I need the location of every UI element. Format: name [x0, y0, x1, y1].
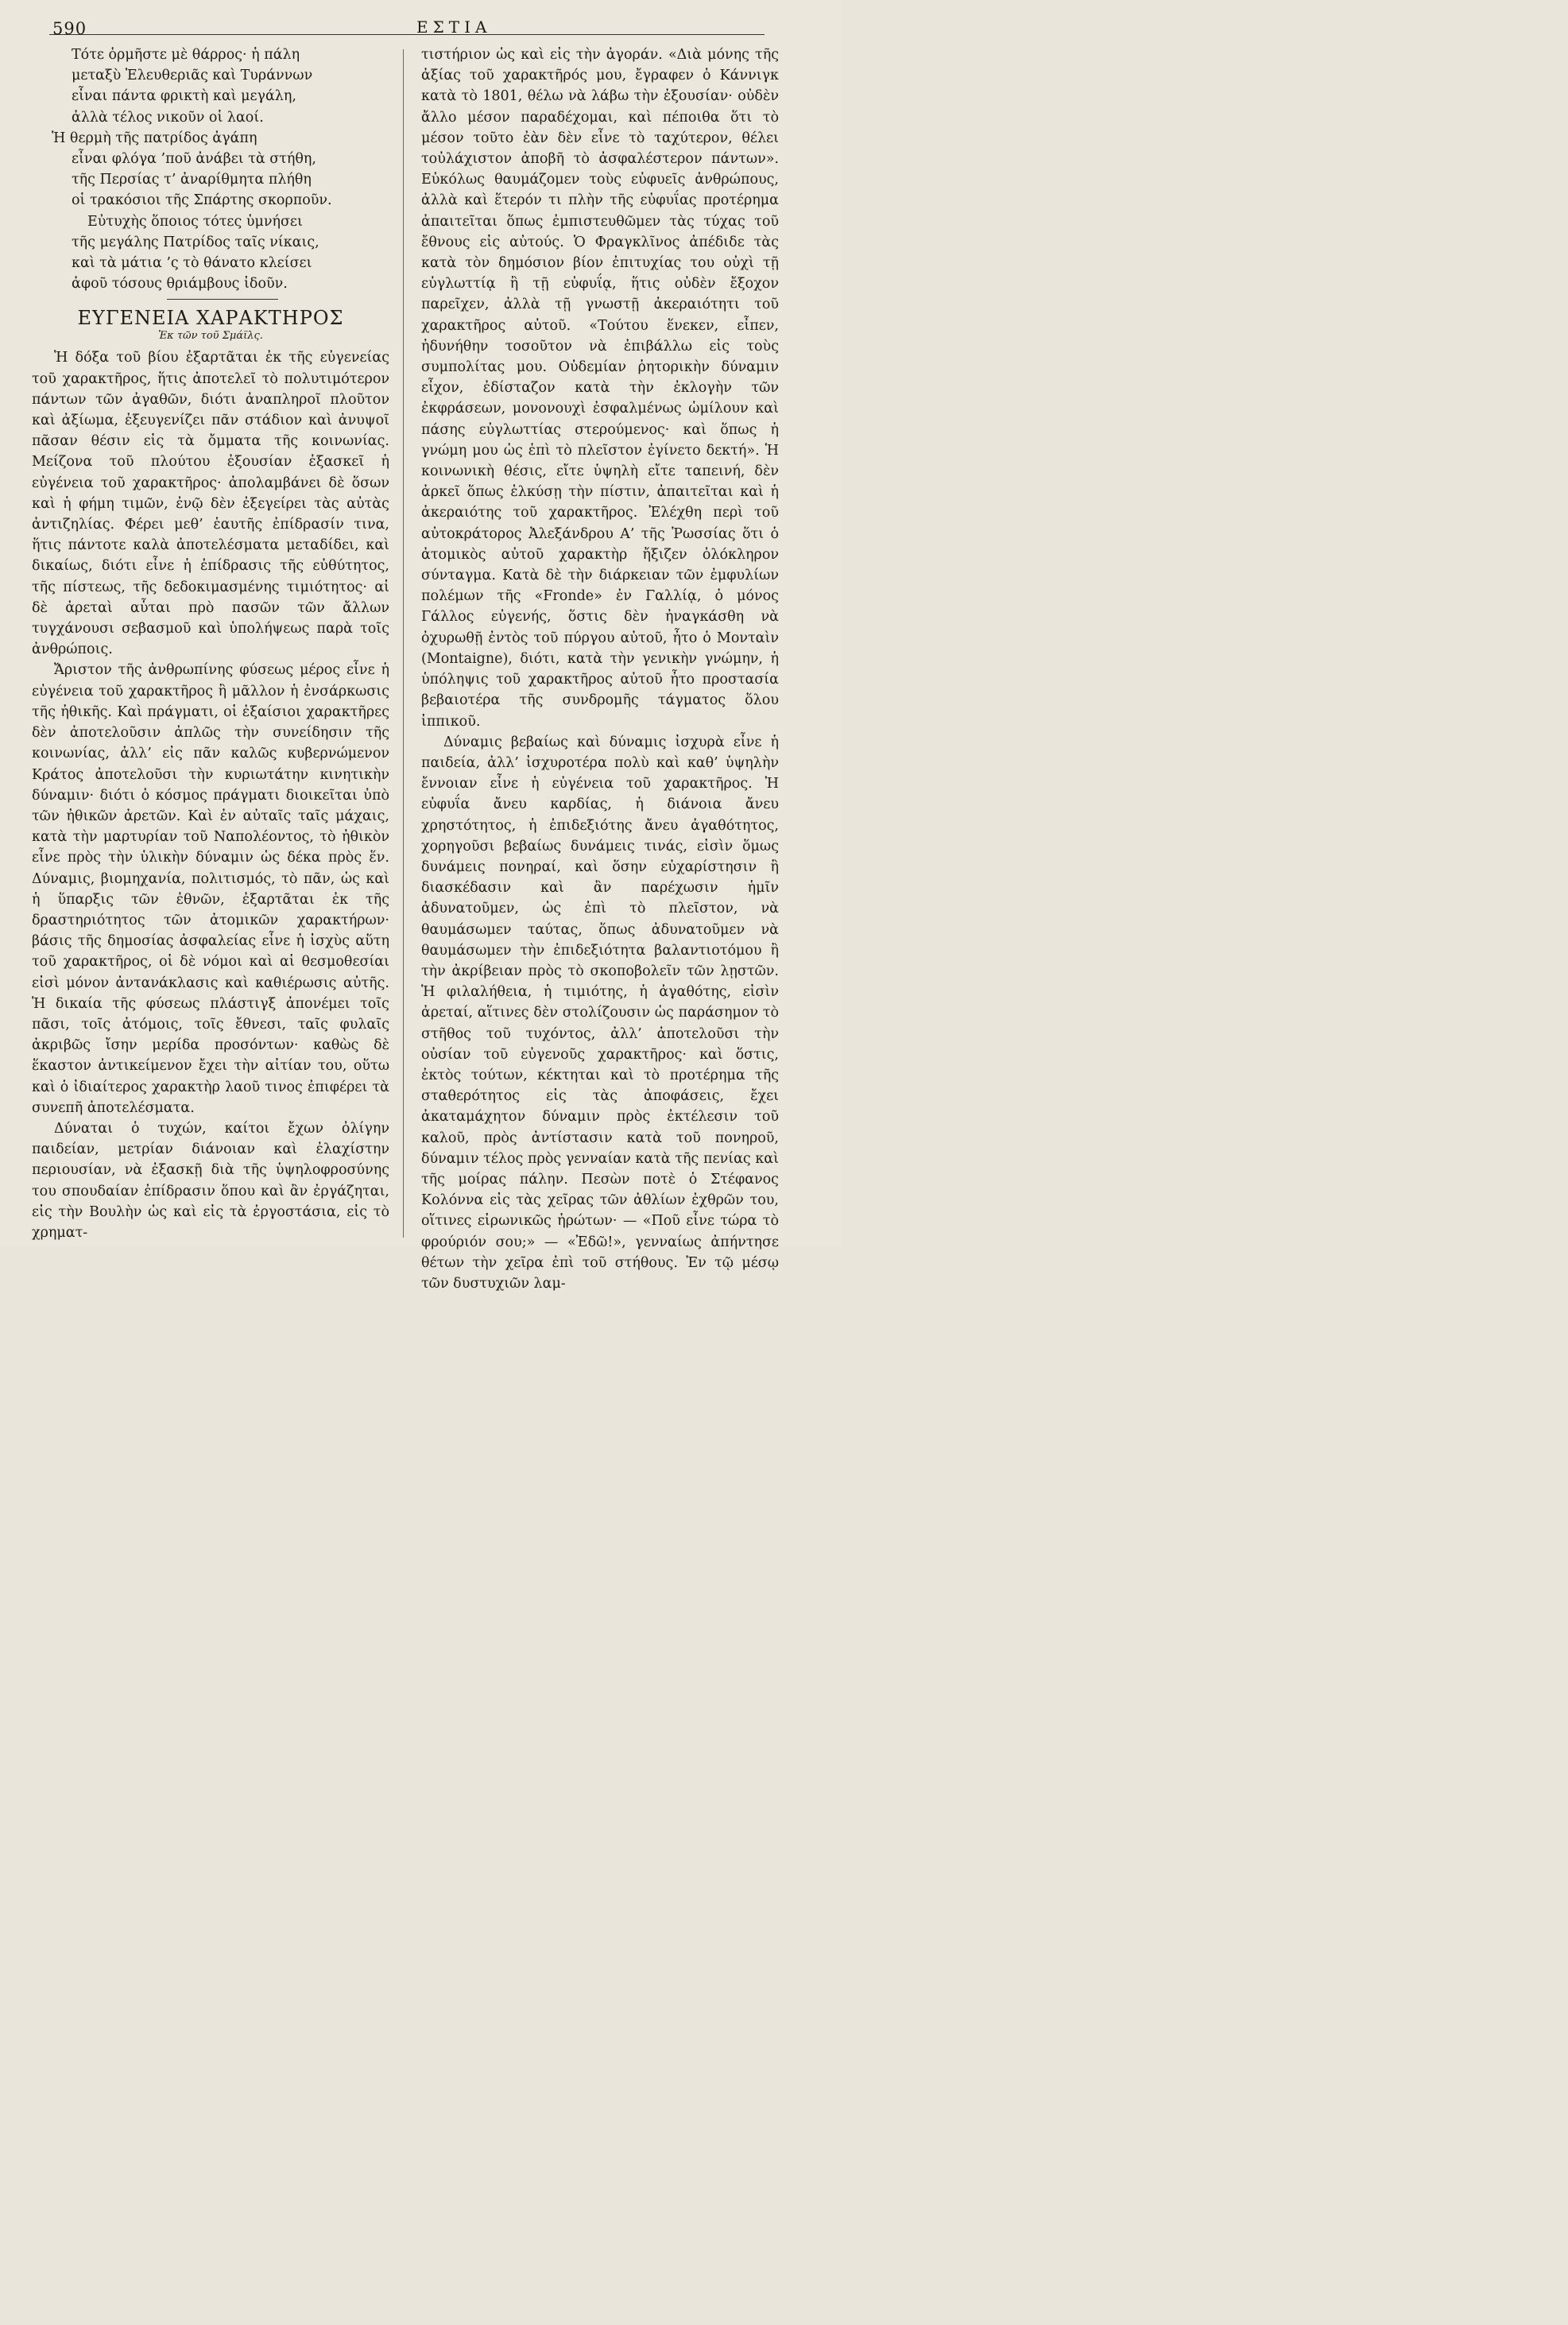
poem-line: οἱ τρακόσιοι τῆς Σπάρτης σκορποῦν.	[72, 192, 332, 209]
poem-line: τῆς Περσίας τ’ ἀναρίθμητα πλήθη	[72, 172, 312, 188]
poem-line: Τότε ὁρμῆστε μὲ θάρρος· ἡ πάλη	[72, 47, 300, 63]
newspaper-page	[0, 0, 841, 1292]
column-divider	[403, 49, 404, 1238]
page-number: 590	[52, 19, 87, 38]
poem-line: ἀφοῦ τόσους θριάμβους ἰδοῦν.	[72, 276, 288, 293]
article-title: ΕΥΓΕΝΕΙΑ ΧΑΡΑΚΤΗΡΟΣ	[77, 307, 344, 330]
section-rule	[167, 299, 278, 300]
poem-line: Ἡ θερμὴ τῆς πατρίδος ἀγάπη	[52, 130, 257, 146]
poem-line: καὶ τὰ μάτια ’ς τὸ θάνατο κλείσει	[72, 255, 312, 272]
poem-line: εἶναι φλόγα ’ποῦ ἀνάβει τὰ στήθη,	[72, 151, 316, 168]
article-paragraph: Ἄριστον τῆς ἀνθρωπίνης φύσεως μέρος εἶνε ἡ εὐγένεια τοῦ χαρακτῆρος ἢ μᾶλλον ἡ ἐνσάρκωσις τῆς ἠθικῆς. Καὶ πράγματι, οἱ ἐξαίσιοι χαρακτῆρες δὲν ἀποτελοῦσιν ἁπλῶς τὴν συνείδησιν τῆς κοινωνίας, ἀλλ’ εἰς πᾶν καλῶς κυβερνώμενον Κράτος ἀποτελοῦσι τὴν κυριωτάτην κινητικὴν δύναμιν· διότι ὁ κόσμος πράγματι διοικεῖται ὑπὸ τῶν ἠθικῶν ἀρετῶν. Καὶ ἐν αὐταῖς ταῖς μάχαις, κατὰ τὴν μαρτυρίαν τοῦ Ναπολέοντος, τὸ ἠθικὸν εἶνε πρὸς τὴν ὑλικὴν δύναμιν ὡς δέκα πρὸς ἕν. Δύναμις, βιομηχανία, πολιτισμός, τὸ πᾶν, ὡς καὶ ἡ ὕπαρξις τῶν ἐθνῶν, ἐξαρτᾶται ἐκ τῆς δραστηριότητος τῶν ἀτομικῶν χαρακτήρων· βάσις τῆς δημοσίας ἀσφαλείας εἶνε ἡ ἰσχὺς αὕτη τοῦ χαρακτῆρος, οἱ δὲ νόμοι καὶ αἱ θεσμοθεσίαι εἰσὶ μόνον ἀντανάκλασις καὶ καθιέρωσις αὐτῆς. Ἡ δικαία τῆς φύσεως πλάστιγξ ἀπονέμει τοῖς πᾶσι, τοῖς ἀτόμοις, τοῖς ἔθνεσι, ταῖς φυλαῖς ἀκριβῶς ἴσην μερίδα προσόντων· καθὼς δὲ ἕκαστον ἀντικείμενον ἔχει τὴν αἰτίαν του, οὕτω καὶ ὁ ἰδιαίτερος χαρακτὴρ λαοῦ τινος ἐπιφέρει τὰ συνεπῆ ἀποτελέσματα.	[32, 662, 389, 1116]
poem-line: ἀλλὰ τέλος νικοῦν οἱ λαοί.	[72, 109, 264, 126]
article-paragraph: Ἡ δόξα τοῦ βίου ἐξαρτᾶται ἐκ τῆς εὐγενείας τοῦ χαρακτῆρος, ἥτις ἀποτελεῖ τὸ πολυτιμότερον πάντων τῶν ἀγαθῶν, διότι ἀναπληροῖ πλοῦτον καὶ ἀξίωμα, ἐξευγενίζει πᾶν στάδιον καὶ ἀνυψοῖ πᾶσαν θέσιν εἰς τὰ ὄμματα τῆς κοινωνίας. Μείζονα τοῦ πλούτου ἐξουσίαν ἐξασκεῖ ἡ εὐγένεια τοῦ χαρακτῆρος· ἀπολαμβάνει δὲ ὅσων καὶ ἡ φήμη τιμῶν, ἐνῷ δὲν ἐξεγείρει τὰς αὐτὰς ἀντιζηλίας. Φέρει μεθ’ ἑαυτῆς ἐπίδρασίν τινα, ἥτις πάντοτε καλὰ ἀποτελέσματα μεταδίδει, καὶ δικαίως, διότι εἶνε ἡ ἐπίδρασις τῆς εὐθύτητος, τῆς πίστεως, τῆς δεδοκιμασμένης τιμιότητος· αἱ δὲ ἀρεταὶ αὗται πρὸ πασῶν τῶν ἄλλων τυγχάνουσι σεβασμοῦ καὶ ὑπολήψεως παρὰ τοῖς ἀνθρώποις.	[32, 350, 389, 658]
poem-line: Εὐτυχὴς ὅποιος τότες ὑμνήσει	[87, 213, 303, 230]
article-paragraph: Δύναμις βεβαίως καὶ δύναμις ἰσχυρὰ εἶνε ἡ παιδεία, ἀλλ’ ἰσχυροτέρα πολὺ καὶ καθ’ ὑψηλὴν ἔννοιαν εἶνε ἡ εὐγένεια τοῦ χαρακτῆρος. Ἡ εὐφυΐα ἄνευ καρδίας, ἡ διάνοια ἄνευ χρηστότητος, ἡ ἐπιδεξιότης ἄνευ ἀγαθότητος, χορηγοῦσι βεβαίως δυνάμεις τινάς, εἰσὶν ὅμως δυνάμεις πονηραί, καὶ ὅσην εὐχαρίστησιν ἢ διασκέδασιν καὶ ἂν παρέχωσιν ἡμῖν ἀδυνατοῦμεν, ὡς ἐπὶ τὸ πλεῖστον, νὰ θαυμάσωμεν ταύτας, ὅπως ἀδυνατοῦμεν νὰ θαυμάσωμεν τὴν ἐπιδεξιότητα βαλαντιοτόμου ἢ τὴν ἀκρίβειαν πρὸς τὸ σκοποβολεῖν τῶν λῃστῶν. Ἡ φιλαλήθεια, ἡ τιμιότης, ἡ ἀγαθότης, εἰσὶν ἀρεταί, αἵτινες δὲν στολίζουσιν ὡς παράσημον τὸ στῆθος τοῦ τυχόντος, ἀλλ’ ἀποτελοῦσι τὴν οὐσίαν τοῦ εὐγενοῦς χαρακτῆρος· καὶ ὅστις, ἐκτὸς τούτων, κέκτηται καὶ τὸ προτέρημα τῆς σταθερότητος εἰς τὰς ἀποφάσεις, ἔχει ἀκαταμάχητον δύναμιν πρὸς ἐκτέλεσιν τοῦ καλοῦ, πρὸς ἀντίστασιν κατὰ τοῦ πονηροῦ, δύναμιν τέλος πρὸς γενναίαν κατὰ τῆς πενίας καὶ τῆς μοίρας πάλην. Πεσὼν ποτὲ ὁ Στέφανος Κολόννα εἰς τὰς χεῖρας τῶν ἀθλίων ἐχθρῶν του, οἵτινες εἰρωνικῶς ἠρώτων· — «Ποῦ εἶνε τώρα τὸ φρούριόν σου;» — «Ἐδῶ!», γενναίως ἀπήντησε θέτων τὴν χεῖρα ἐπὶ τοῦ στήθους. Ἐν τῷ μέσῳ τῶν δυστυχιῶν λαμ-	[421, 734, 779, 1292]
left-column	[32, 45, 389, 1243]
poem-line: τῆς μεγάλης Πατρίδος ταῖς νίκαις,	[72, 234, 319, 250]
running-title: ΕΣΤΙΑ	[416, 17, 492, 37]
article-paragraph: τιστήριον ὡς καὶ εἰς τὴν ἀγοράν. «Διὰ μόνης τῆς ἀξίας τοῦ χαρακτῆρός μου, ἔγραφεν ὁ Κάννιγκ κατὰ τὸ 1801, θέλω νὰ λάβω τὴν ἐξουσίαν· οὐδὲν ἄλλο μέσον παραδέχομαι, καὶ πέποιθα ὅτι τὸ μέσον τοῦτο ἐὰν δὲν εἶνε τὸ ταχύτερον, θέλει τοὐλάχιστον ἀποβῆ τὸ ἀσφαλέστερον πάντων». Εὐκόλως θαυμάζομεν τοὺς εὐφυεῖς ἀνθρώπους, ἀλλὰ καὶ ἕτερόν τι πλὴν τῆς εὐφυΐας προτέρημα ἀπαιτεῖται ὅπως ἐμπιστευθῶμεν τὰς τύχας τοῦ ἔθνους εἰς αὐτούς. Ὁ Φραγκλῖνος ἀπέδιδε τὰς κατὰ τὸν δημόσιον βίον ἐπιτυχίας του οὐχὶ τῇ εὐγλωττίᾳ ἢ τῇ εὐφυΐᾳ, ἥτις οὐδὲν ἔξοχον παρεῖχεν, ἀλλὰ τῇ γνωστῇ ἀκεραιότητι τοῦ χαρακτῆρος αὐτοῦ. «Τούτου ἕνεκεν, εἶπεν, ἠδυνήθην τοσοῦτον νὰ ἐπιβάλλω εἰς τοὺς συμπολίτας μου. Οὐδεμίαν ῥητορικὴν δύναμιν εἶχον, ἐδίσταζον κατὰ τὴν ἐκλογὴν τῶν ἐκφράσεων, μονονουχὶ ἐσφαλμένως ὡμίλουν καὶ πάσης εὐγλωττίας στερούμενος· καὶ ὅπως ἡ γνώμη μου ὡς ἐπὶ τὸ πλεῖστον ἐγίνετο δεκτή». Ἡ κοινωνικὴ θέσις, εἴτε ὑψηλὴ εἴτε ταπεινή, δὲν ἀρκεῖ ὅπως ἑλκύσῃ τὴν πίστιν, ἀπαιτεῖται καὶ ἡ ἀκεραιότης τοῦ χαρακτῆρος. Ἐλέχθη περὶ τοῦ αὐτοκράτορος Ἀλεξάνδρου Α’ τῆς Ῥωσσίας ὅτι ὁ ἀτομικὸς αὐτοῦ χαρακτὴρ ἤξιζεν ὁλόκληρον σύνταγμα. Κατὰ δὲ τὴν διάρκειαν τῶν ἐμφυλίων πολέμων τῆς «Fronde» ἐν Γαλλίᾳ, ὁ μόνος Γάλλος εὐγενής, ὅστις δὲν ἠναγκάσθη νὰ ὀχυρωθῇ ἐντὸς τοῦ πύργου αὐτοῦ, ἦτο ὁ Μονταὶν (Montaigne), διότι, κατὰ τὴν γενικὴν γνώμην, ἡ ὑπόληψις τοῦ χαρακτῆρος αὐτοῦ ἦτο προστασία βεβαιοτέρα τῆς συνδρομῆς τάγματος ὅλου ἱππικοῦ.	[421, 47, 779, 730]
page-header	[49, 6, 765, 38]
poem	[32, 45, 389, 294]
article-source: Ἐκ τῶν τοῦ Σμάϊλς.	[158, 330, 263, 343]
poem-line: μεταξὺ Ἐλευθεριᾶς καὶ Τυράννων	[72, 68, 313, 84]
header-rule	[49, 34, 765, 35]
poem-stanza-1	[32, 45, 389, 128]
right-column	[421, 45, 779, 1294]
poem-stanza-2	[32, 128, 389, 295]
article-paragraph: Δύναται ὁ τυχών, καίτοι ἔχων ὀλίγην παιδείαν, μετρίαν διάνοιαν καὶ ἐλαχίστην περιουσίαν, νὰ ἐξασκῇ διὰ τῆς ὑψηλοφροσύνης του σπουδαίαν ἐπίδρασιν ὅπου καὶ ἂν ἐργάζηται, εἰς τὴν Βουλὴν ὡς καὶ εἰς τὰ ἐργοστάσια, εἰς τὸ χρηματ-	[32, 1120, 389, 1241]
poem-line: εἶναι πάντα φρικτὴ καὶ μεγάλη,	[72, 88, 296, 105]
